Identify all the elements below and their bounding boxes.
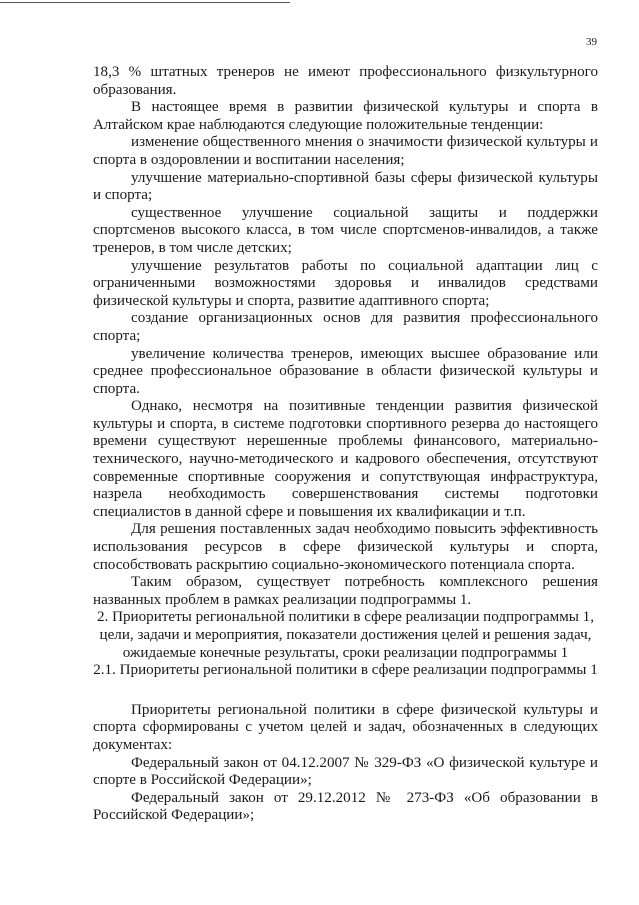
list-item: Федеральный закон от 04.12.2007 № 329-ФЗ «О физической культуре и спорте в Российской Федерации»; xyxy=(93,754,598,789)
subsection-heading: 2.1. Приоритеты региональной политики в сфере реализации подпрограммы 1 xyxy=(93,662,598,679)
paragraph: Таким образом, существует потребность комплексного решения названных проблем в рамках реализации подпрограммы 1. xyxy=(93,574,598,608)
list-item: Федеральный закон от 29.12.2012 № 273-ФЗ «Об образовании в Российской Федерации»; xyxy=(93,789,598,824)
list-item: создание организационных основ для развития профессионального спорта; xyxy=(93,310,598,344)
list-item: улучшение материально-спортивной базы сферы физической культуры и спорта; xyxy=(93,169,598,204)
list-item: улучшение результатов работы по социальной адаптации лиц с ограниченными возможностями здоровья и инвалидов средствами физической культуры и спорта, развитие адаптивного спорта; xyxy=(93,257,598,309)
page-number: 39 xyxy=(586,36,597,48)
paragraph: Приоритеты региональной политики в сфере физической культуры и спорта сформированы с учетом целей и задач, обозначенных в следующих документах: xyxy=(93,701,598,753)
document-page xyxy=(93,64,598,825)
list-item: существенное улучшение социальной защиты и поддержки спортсменов высокого класса, в том числе спортсменов-инвалидов, а также тренеров, в том числе детских; xyxy=(93,204,598,256)
list-item: увеличение количества тренеров, имеющих высшее образование или среднее профессиональное образование в области физической культуры и спорта. xyxy=(93,345,598,397)
top-rule xyxy=(0,2,290,3)
paragraph: 18,3 % штатных тренеров не имеют профессионального физкультурного образования. xyxy=(93,64,598,98)
paragraph: Однако, несмотря на позитивные тенденции развития физической культуры и спорта, в системе подготовки спортивного резерва до настоящего времени существуют нерешенные проблемы финансового, материально-технического, научно-методического и кадрового обеспечения, отсутствуют современные спортивные сооружения и сопутствующая инфраструктура, назрела необходимость совершенствования системы подготовки специалистов в данной сфере и повышения их квалификации и т.п. xyxy=(93,398,598,520)
paragraph: Для решения поставленных задач необходимо повысить эффективность использования ресурсов в сфере физической культуры и спорта, способствовать раскрытию социально-экономического потенциала спорта. xyxy=(93,521,598,573)
list-item: изменение общественного мнения о значимости физической культуры и спорта в оздоровлении и воспитании населения; xyxy=(93,134,598,168)
section-heading: 2. Приоритеты региональной политики в сфере реализации подпрограммы 1, цели, задачи и мероприятия, показатели достижения целей и решения задач, ожидаемые конечные результаты, сроки реализации подпрограммы 1 xyxy=(97,609,594,661)
paragraph: В настоящее время в развитии физической культуры и спорта в Алтайском крае наблюдаются следующие положительные тенденции: xyxy=(93,99,598,133)
